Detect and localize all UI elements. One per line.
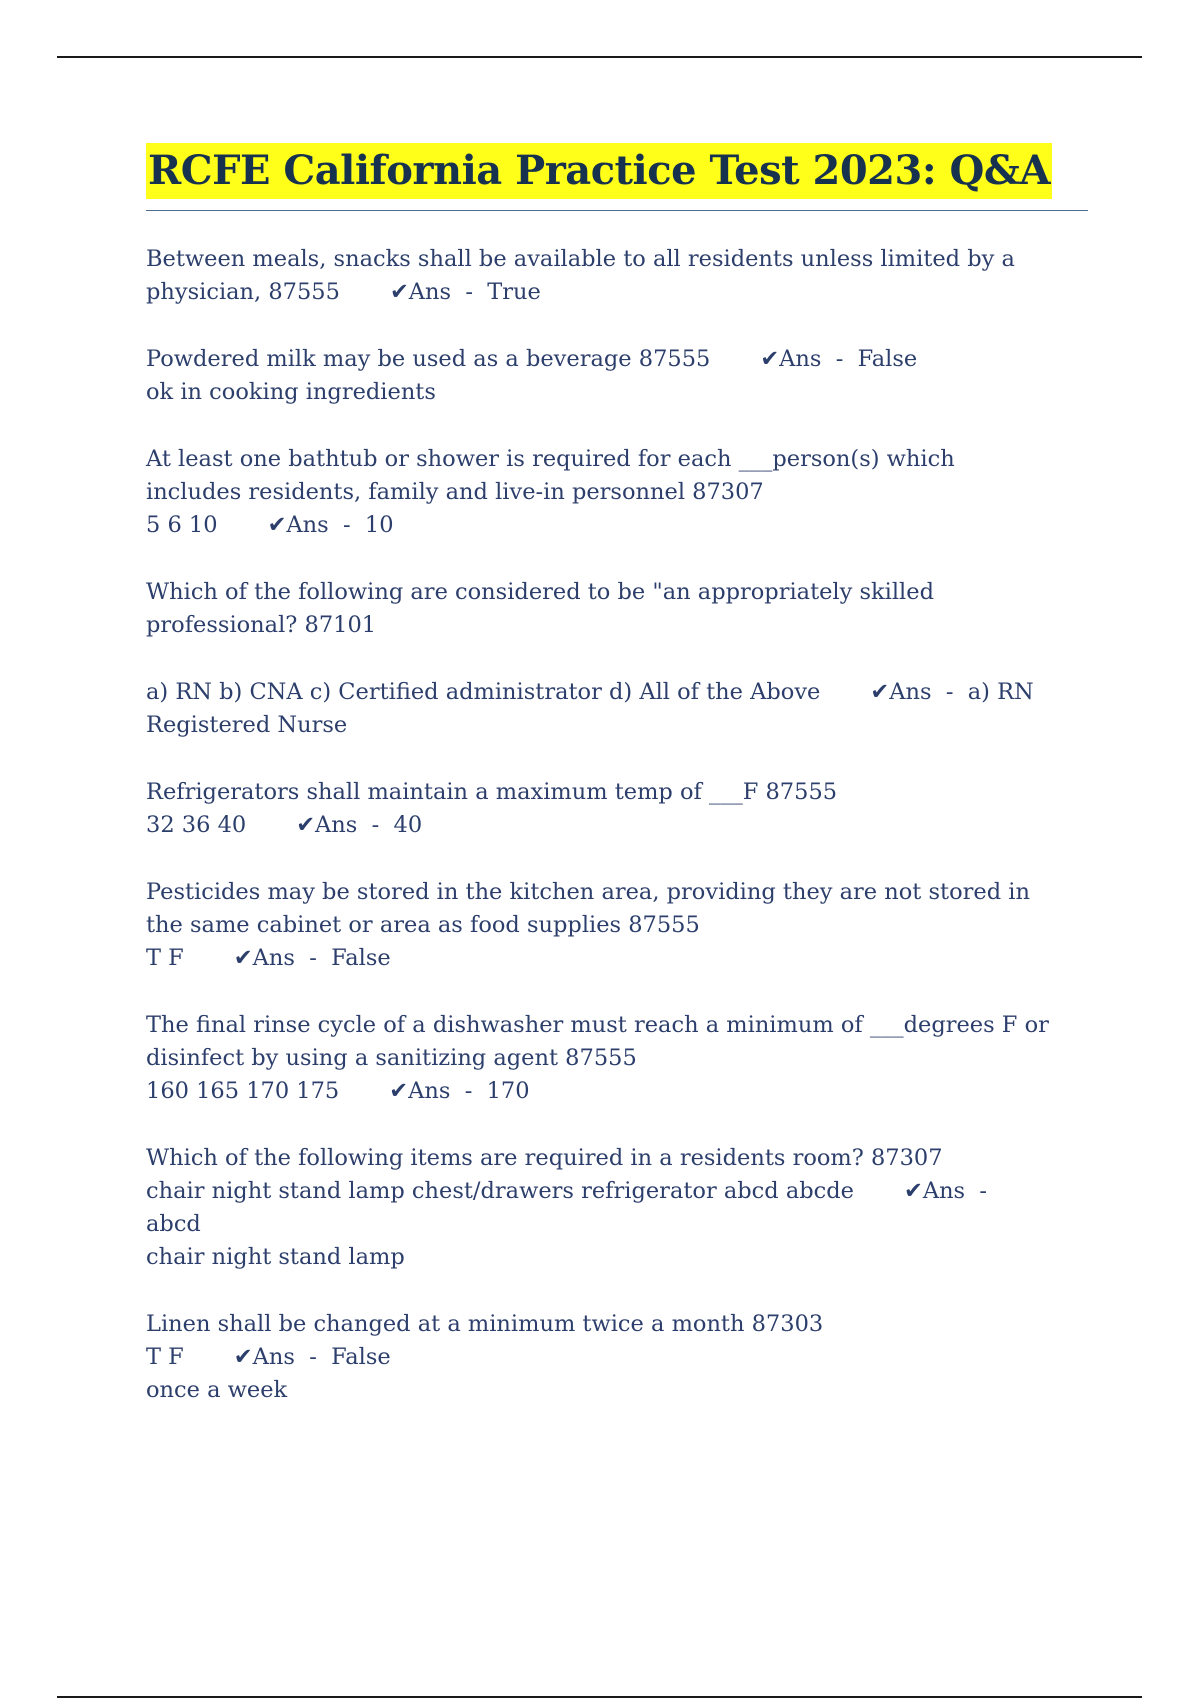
answer-explanation: once a week [146,1377,288,1403]
answer-text: ✔Ans - True [389,279,541,305]
answer-explanation: abcd [146,1211,201,1237]
question-text: chair night stand lamp chest/drawers refrigerator abcd abcde [146,1178,854,1204]
qa-item [146,1009,1091,1108]
question-text: 160 165 170 175 [146,1078,340,1104]
title-container [146,143,1088,199]
question-line [146,1341,1091,1374]
answer-text: ✔Ans - a) RN [870,679,1034,705]
question-line [146,1075,1091,1108]
question-text: Pesticides may be stored in the kitchen area, providing they are not stored in [146,879,1030,905]
qa-item [146,1142,1091,1274]
question-line [146,776,1091,809]
question-text: professional? 87101 [146,612,377,638]
question-line [146,1308,1091,1341]
qa-item [146,676,1091,742]
question-line [146,1175,1091,1208]
question-line [146,809,1091,842]
question-text: disinfect by using a sanitizing agent 87555 [146,1045,637,1071]
qa-item [146,343,1091,409]
question-line [146,1009,1091,1042]
question-line [146,609,1091,642]
answer-text: ✔Ans - [903,1178,988,1204]
question-line [146,676,1091,709]
qa-item [146,776,1091,842]
question-text: The final rinse cycle of a dishwasher must reach a minimum of ___degrees F or [146,1012,1049,1038]
answer-text: ✔Ans - 10 [267,512,394,538]
answer-explanation: chair night stand lamp [146,1244,405,1270]
question-line [146,942,1091,975]
question-line [146,876,1091,909]
question-text: a) RN b) CNA c) Certified administrator d) All of the Above [146,679,821,705]
question-text: 5 6 10 [146,512,218,538]
qa-item [146,876,1091,975]
question-line [146,576,1091,609]
question-line [146,243,1091,276]
question-line [146,343,1091,376]
qa-item [146,243,1091,309]
answer-text: ✔Ans - False [233,945,391,971]
question-text: 32 36 40 [146,812,247,838]
question-line [146,1042,1091,1075]
question-text: Refrigerators shall maintain a maximum temp of ___F 87555 [146,779,838,805]
answer-text: ✔Ans - False [760,346,918,372]
document-title: RCFE California Practice Test 2023: Q&A [146,143,1052,199]
qa-item [146,443,1091,542]
question-line [146,909,1091,942]
answer-text: ✔Ans - False [233,1344,391,1370]
question-line [146,443,1091,476]
question-text: the same cabinet or area as food supplies 87555 [146,912,700,938]
question-text: Linen shall be changed at a minimum twice a month 87303 [146,1311,824,1337]
question-text: physician, 87555 [146,279,340,305]
question-line [146,509,1091,542]
question-text: T F [146,945,184,971]
question-text: Powdered milk may be used as a beverage 87555 [146,346,711,372]
qa-item [146,576,1091,642]
bottom-rule [57,1696,1142,1698]
question-text: Which of the following items are required in a residents room? 87307 [146,1145,943,1171]
title-underline [146,210,1088,211]
question-text: T F [146,1344,184,1370]
answer-explanation: Registered Nurse [146,712,348,738]
answer-explanation: ok in cooking ingredients [146,379,436,405]
question-line [146,476,1091,509]
question-line [146,276,1091,309]
answer-text: ✔Ans - 170 [389,1078,530,1104]
top-rule [57,56,1142,58]
question-text: At least one bathtub or shower is required for each ___person(s) which [146,446,955,472]
question-text: includes residents, family and live-in personnel 87307 [146,479,764,505]
answer-text: ✔Ans - 40 [296,812,423,838]
qa-item [146,1308,1091,1407]
qa-list [146,243,1091,1441]
question-line [146,1142,1091,1175]
question-text: Between meals, snacks shall be available to all residents unless limited by a [146,246,1015,272]
question-text: Which of the following are considered to be "an appropriately skilled [146,579,934,605]
